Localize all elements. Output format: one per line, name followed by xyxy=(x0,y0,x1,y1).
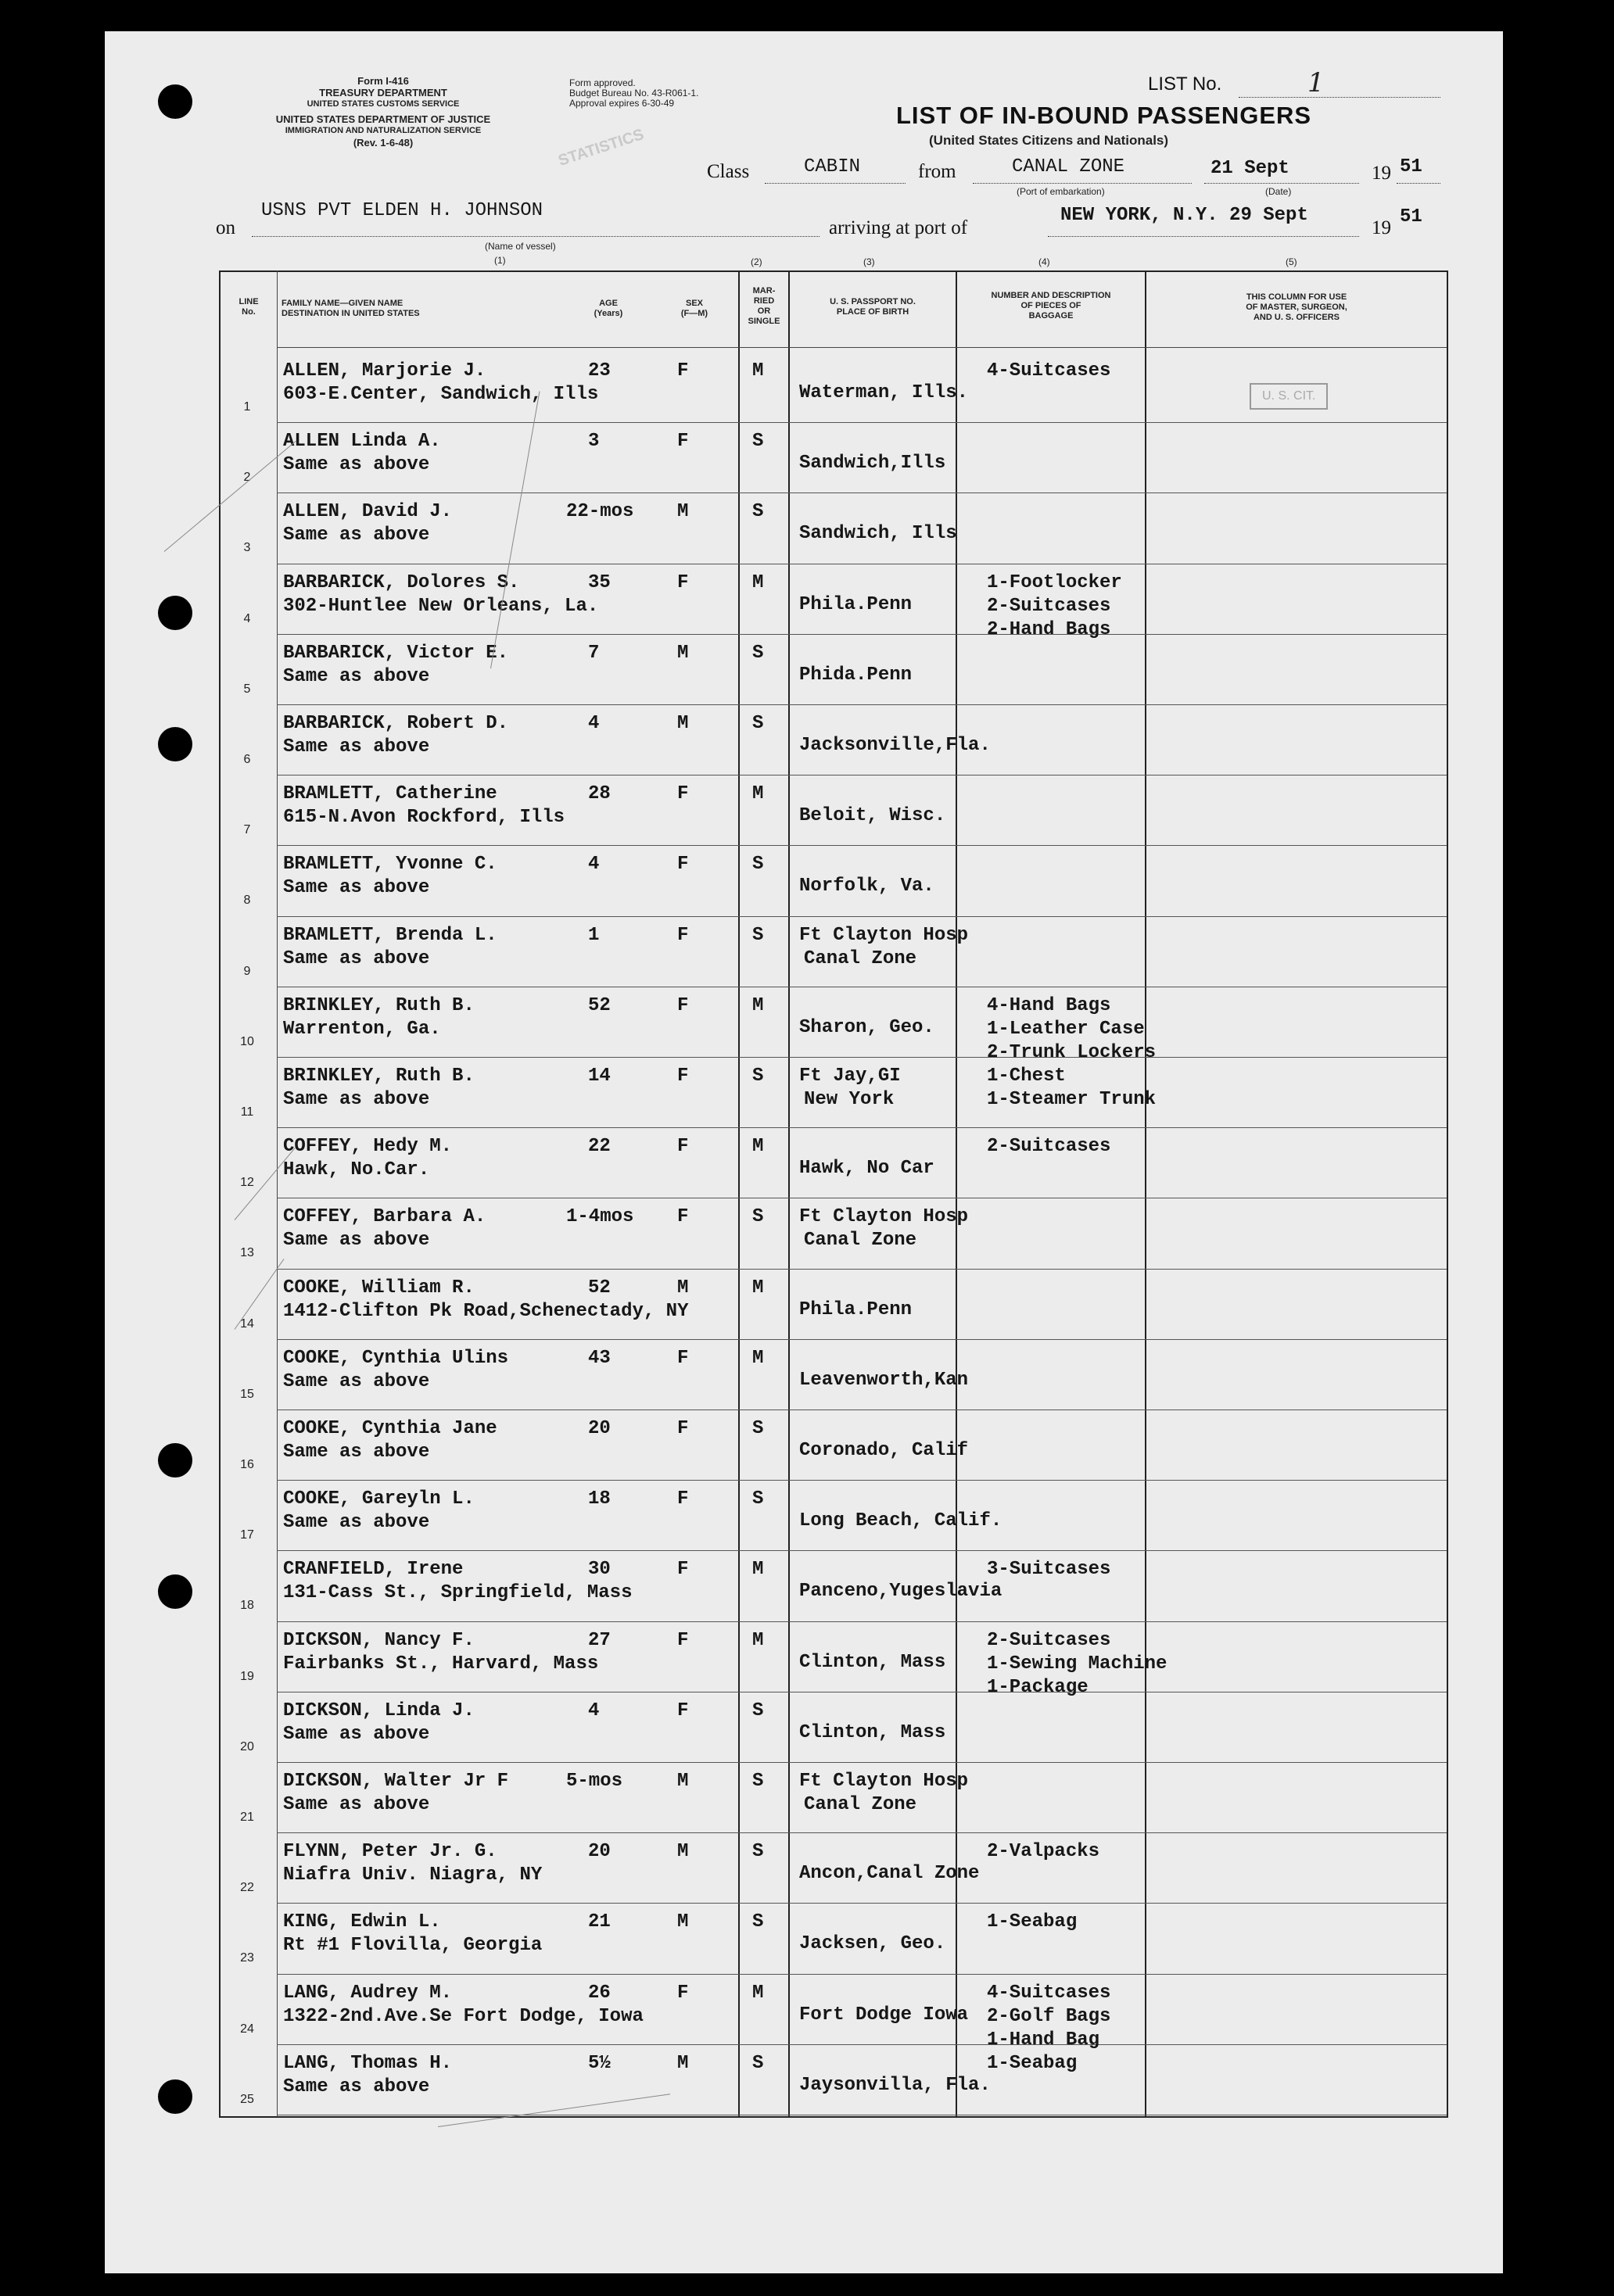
row-divider xyxy=(277,916,1447,917)
table-right-border xyxy=(1447,270,1448,2117)
header-sex: SEX (F—M) xyxy=(680,299,708,318)
destination: Rt #1 Flovilla, Georgia xyxy=(283,1935,543,1957)
age: 22-mos xyxy=(566,501,634,523)
col-divider-single xyxy=(738,270,740,2117)
baggage-item: 1-Steamer Trunk xyxy=(987,1089,1157,1110)
destination: Same as above xyxy=(283,877,430,899)
baggage-item: 2-Valpacks xyxy=(987,1841,1100,1863)
form-revision: (Rev. 1-6-48) xyxy=(353,137,414,149)
sex: M xyxy=(677,1841,689,1863)
row-divider xyxy=(277,704,1447,705)
sex: M xyxy=(677,1911,689,1933)
passenger-name: BARBARICK, Victor E. xyxy=(283,642,509,664)
marital-status: S xyxy=(752,1418,764,1439)
sex: F xyxy=(677,1629,689,1651)
row-divider xyxy=(277,1339,1447,1340)
place-of-birth: Panceno,Yugeslavia xyxy=(799,1581,1002,1603)
sex: F xyxy=(677,783,689,805)
place-of-birth: Ancon,Canal Zone xyxy=(799,1863,980,1885)
destination: Same as above xyxy=(283,1370,430,1392)
place-of-birth: Ft Clayton Hosp xyxy=(799,924,969,946)
approval-line-1: Form approved. xyxy=(569,77,636,88)
age: 14 xyxy=(588,1066,611,1087)
class-underline xyxy=(765,183,906,184)
sex: F xyxy=(677,1559,689,1581)
header-bottom-rule xyxy=(277,347,1447,348)
place-of-birth: Jaysonvilla, Fla. xyxy=(799,2074,991,2096)
year-underline xyxy=(1397,183,1440,184)
form-number: Form I-416 xyxy=(357,75,409,87)
place-of-birth: Long Beach, Calif. xyxy=(799,1510,1002,1532)
place-of-birth: Ft Clayton Hosp xyxy=(799,1206,969,1228)
age: 20 xyxy=(588,1418,611,1439)
passenger-name: BRINKLEY, Ruth B. xyxy=(283,1066,475,1087)
passenger-name: COOKE, Cynthia Jane xyxy=(283,1418,497,1439)
place-of-birth-line2: Canal Zone xyxy=(804,1230,917,1252)
row-divider xyxy=(277,1409,1447,1410)
customs-service: UNITED STATES CUSTOMS SERVICE xyxy=(307,99,460,109)
line-number: 12 xyxy=(240,1176,254,1190)
list-no-underline xyxy=(1239,97,1440,98)
age: 5½ xyxy=(588,2052,611,2074)
destination: Fairbanks St., Harvard, Mass xyxy=(283,1653,599,1675)
col-divider-line xyxy=(277,270,278,2117)
passenger-name: COOKE, William R. xyxy=(283,1277,475,1298)
age: 1 xyxy=(588,924,600,946)
marital-status: S xyxy=(752,1841,764,1863)
punch-hole xyxy=(158,596,192,630)
passenger-name: COOKE, Cynthia Ulins xyxy=(283,1347,509,1369)
age: 43 xyxy=(588,1347,611,1369)
row-divider xyxy=(277,1621,1447,1622)
destination: 131-Cass St., Springfield, Mass xyxy=(283,1582,633,1604)
row-divider xyxy=(277,422,1447,423)
line-number: 8 xyxy=(243,894,251,908)
line-number: 11 xyxy=(240,1105,254,1119)
line-number: 19 xyxy=(240,1669,254,1683)
punch-hole xyxy=(158,2079,192,2114)
table-left-border xyxy=(219,270,221,2117)
class-value: CABIN xyxy=(804,156,861,177)
place-of-birth: Sandwich, Ills xyxy=(799,523,957,545)
punch-hole xyxy=(158,1574,192,1609)
line-number: 10 xyxy=(240,1034,254,1048)
sex: F xyxy=(677,924,689,946)
passenger-name: LANG, Audrey M. xyxy=(283,1982,453,2004)
baggage-item: 2-Hand Bags xyxy=(987,618,1111,640)
line-number: 9 xyxy=(243,964,251,978)
baggage-item: 1-Leather Case xyxy=(987,1018,1145,1040)
place-of-birth: Phida.Penn xyxy=(799,664,913,686)
age: 30 xyxy=(588,1559,611,1581)
header-baggage: NUMBER AND DESCRIPTION OF PIECES OF BAGGAGE xyxy=(991,291,1111,321)
line-number: 14 xyxy=(240,1316,254,1331)
header-name: FAMILY NAME—GIVEN NAME DESTINATION IN UNITED STATES xyxy=(282,299,420,318)
row-divider xyxy=(277,1903,1447,1904)
passenger-name: COOKE, Gareyln L. xyxy=(283,1488,475,1510)
approval-line-3: Approval expires 6-30-49 xyxy=(569,98,675,109)
row-divider xyxy=(277,1127,1447,1128)
sex: F xyxy=(677,994,689,1016)
arrival-year-prefix: 19 xyxy=(1372,217,1391,238)
row-divider xyxy=(277,845,1447,846)
list-no-label: LIST No. xyxy=(1148,73,1222,95)
col-divider-passport xyxy=(788,270,790,2117)
marital-status: S xyxy=(752,854,764,876)
destination: 615-N.Avon Rockford, Ills xyxy=(283,807,565,829)
destination: Niafra Univ. Niagra, NY xyxy=(283,1864,543,1886)
header-officers: THIS COLUMN FOR USE OF MASTER, SURGEON, AND U. S. OFFICERS xyxy=(1246,292,1347,322)
place-of-birth: Phila.Penn xyxy=(799,593,913,615)
sex: M xyxy=(677,1771,689,1792)
marital-status: M xyxy=(752,783,764,805)
destination: Same as above xyxy=(283,1794,430,1815)
sex: M xyxy=(677,501,689,523)
baggage-item: 1-Hand Bag xyxy=(987,2029,1100,2051)
row-divider xyxy=(277,1974,1447,1975)
age: 20 xyxy=(588,1841,611,1863)
arrival-underline xyxy=(1048,236,1359,237)
line-number: 13 xyxy=(240,1246,254,1260)
page-title: LIST OF IN-BOUND PASSENGERS xyxy=(896,102,1312,129)
line-number: 4 xyxy=(243,611,251,625)
age: 35 xyxy=(588,571,611,593)
form-agency-block xyxy=(211,75,555,149)
year-suffix: 51 xyxy=(1400,156,1422,177)
place-of-birth: Coronado, Calif xyxy=(799,1440,969,1461)
passenger-name: BARBARICK, Robert D. xyxy=(283,713,509,734)
destination: Same as above xyxy=(283,736,430,758)
place-of-birth: Sandwich,Ills xyxy=(799,453,946,475)
on-label: on xyxy=(216,217,235,238)
passenger-name: DICKSON, Walter Jr F xyxy=(283,1771,509,1792)
line-number: 7 xyxy=(243,823,251,837)
passenger-name: CRANFIELD, Irene xyxy=(283,1559,464,1581)
line-number: 16 xyxy=(240,1458,254,1471)
place-of-birth: Beloit, Wisc. xyxy=(799,805,946,827)
sex: F xyxy=(677,1488,689,1510)
punch-hole xyxy=(158,727,192,761)
baggage-item: 4-Hand Bags xyxy=(987,994,1111,1016)
passenger-name: FLYNN, Peter Jr. G. xyxy=(283,1841,497,1863)
line-number: 24 xyxy=(240,2022,254,2036)
marital-status: S xyxy=(752,501,764,523)
age: 4 xyxy=(588,854,600,876)
destination: Same as above xyxy=(283,1512,430,1534)
sex: F xyxy=(677,431,689,453)
col-divider-baggage xyxy=(956,270,957,2117)
row-divider xyxy=(277,1832,1447,1833)
marital-status: M xyxy=(752,1559,764,1581)
place-of-birth: Leavenworth,Kan xyxy=(799,1369,969,1391)
baggage-item: 1-Package xyxy=(987,1676,1089,1698)
faint-stamp: STATISTICS xyxy=(556,125,647,170)
age: 3 xyxy=(588,431,600,453)
destination: Same as above xyxy=(283,525,430,546)
marital-status: S xyxy=(752,1206,764,1228)
place-of-birth: Waterman, Ills. xyxy=(799,382,969,403)
row-divider xyxy=(277,1550,1447,1551)
age: 1-4mos xyxy=(566,1206,634,1228)
marital-status: M xyxy=(752,1136,764,1158)
header-married: MAR- RIED OR SINGLE xyxy=(748,286,780,326)
destination: Same as above xyxy=(283,2076,430,2097)
sex: F xyxy=(677,1347,689,1369)
marital-status: M xyxy=(752,360,764,381)
header-line-no: LINE No. xyxy=(239,297,259,317)
destination: Same as above xyxy=(283,454,430,476)
age: 52 xyxy=(588,994,611,1016)
column-number-4: (4) xyxy=(1038,256,1050,267)
baggage-item: 1-Footlocker xyxy=(987,571,1122,593)
date-underline xyxy=(1204,183,1359,184)
passenger-name: BRAMLETT, Brenda L. xyxy=(283,924,497,946)
baggage-item: 4-Suitcases xyxy=(987,360,1111,381)
from-underline xyxy=(973,183,1192,184)
sex: F xyxy=(677,1136,689,1158)
vessel-underline xyxy=(252,236,820,237)
line-number: 18 xyxy=(240,1599,254,1613)
arrival-port: NEW YORK, N.Y. 29 Sept xyxy=(1060,205,1308,226)
place-of-birth: Sharon, Geo. xyxy=(799,1016,934,1038)
line-number: 23 xyxy=(240,1951,254,1965)
column-number-2: (2) xyxy=(751,256,762,267)
year-prefix: 19 xyxy=(1372,163,1391,184)
approval-line-2: Budget Bureau No. 43-R061-1. xyxy=(569,88,699,99)
place-of-birth: Jacksonville,Fla. xyxy=(799,735,991,756)
place-of-birth: Clinton, Mass xyxy=(799,1721,946,1743)
row-divider xyxy=(277,634,1447,635)
ins-service: IMMIGRATION AND NATURALIZATION SERVICE xyxy=(285,126,482,135)
place-of-birth: Jacksen, Geo. xyxy=(799,1933,946,1955)
sex: M xyxy=(677,1277,689,1298)
marital-status: S xyxy=(752,713,764,734)
line-number: 15 xyxy=(240,1387,254,1401)
place-of-birth-line2: New York xyxy=(804,1089,895,1110)
place-of-birth: Ft Jay,GI xyxy=(799,1066,901,1087)
age: 26 xyxy=(588,1982,611,2004)
sex: F xyxy=(677,1418,689,1439)
passenger-name: DICKSON, Nancy F. xyxy=(283,1629,475,1651)
destination: Same as above xyxy=(283,1723,430,1745)
age: 4 xyxy=(588,1700,600,1721)
marital-status: S xyxy=(752,1488,764,1510)
sex: F xyxy=(677,1066,689,1087)
baggage-item: 4-Suitcases xyxy=(987,1982,1111,2004)
col-divider-officers xyxy=(1145,270,1146,2117)
line-number: 6 xyxy=(243,753,251,766)
punch-hole xyxy=(158,84,192,119)
marital-status: M xyxy=(752,1629,764,1651)
destination: Same as above xyxy=(283,1230,430,1252)
place-of-birth: Hawk, No Car xyxy=(799,1158,934,1180)
column-number-3: (3) xyxy=(863,256,875,267)
passenger-name: ALLEN, David J. xyxy=(283,501,453,523)
page-subtitle: (United States Citizens and Nationals) xyxy=(929,133,1169,148)
age: 21 xyxy=(588,1911,611,1933)
vessel-name: USNS PVT ELDEN H. JOHNSON xyxy=(261,200,543,221)
row-divider xyxy=(277,1480,1447,1481)
date-value: 21 Sept xyxy=(1210,158,1289,179)
destination: 1322-2nd.Ave.Se Fort Dodge, Iowa xyxy=(283,2005,644,2027)
baggage-item: 2-Golf Bags xyxy=(987,2005,1111,2027)
line-number: 21 xyxy=(240,1811,254,1824)
date-caption: (Date) xyxy=(1265,186,1292,197)
table-top-border xyxy=(219,270,1448,272)
line-number: 2 xyxy=(243,471,251,485)
destination: 603-E.Center, Sandwich, Ills xyxy=(283,384,599,405)
place-of-birth: Ft Clayton Hosp xyxy=(799,1771,969,1792)
age: 52 xyxy=(588,1277,611,1298)
marital-status: M xyxy=(752,1347,764,1369)
passenger-name: DICKSON, Linda J. xyxy=(283,1700,475,1721)
marital-status: S xyxy=(752,642,764,664)
punch-hole xyxy=(158,1443,192,1478)
sex: F xyxy=(677,1700,689,1721)
sex: F xyxy=(677,1982,689,2004)
age: 5-mos xyxy=(566,1771,623,1792)
destination: Warrenton, Ga. xyxy=(283,1018,441,1040)
destination: 1412-Clifton Pk Road,Schenectady, NY xyxy=(283,1300,689,1322)
baggage-item: 2-Trunk Lockers xyxy=(987,1041,1157,1063)
baggage-item: 1-Seabag xyxy=(987,1911,1078,1933)
passenger-name: BARBARICK, Dolores S. xyxy=(283,571,520,593)
us-cit-stamp: U. S. CIT. xyxy=(1250,383,1328,410)
baggage-item: 2-Suitcases xyxy=(987,1136,1111,1158)
passenger-name: COFFEY, Barbara A. xyxy=(283,1206,486,1228)
age: 22 xyxy=(588,1136,611,1158)
sex: M xyxy=(677,2052,689,2074)
sex: F xyxy=(677,571,689,593)
place-of-birth-line2: Canal Zone xyxy=(804,947,917,969)
arriving-label: arriving at port of xyxy=(829,217,968,238)
port-embarkation-caption: (Port of embarkation) xyxy=(1017,186,1105,197)
sex: F xyxy=(677,854,689,876)
line-number: 5 xyxy=(243,682,251,696)
line-number: 20 xyxy=(240,1739,254,1753)
sex: M xyxy=(677,713,689,734)
marital-status: M xyxy=(752,571,764,593)
table-bottom-border xyxy=(219,2116,1448,2118)
class-label: Class xyxy=(707,161,750,182)
line-number: 1 xyxy=(243,400,251,414)
passenger-name: BRAMLETT, Yvonne C. xyxy=(283,854,497,876)
place-of-birth: Phila.Penn xyxy=(799,1298,913,1320)
age: 28 xyxy=(588,783,611,805)
list-no-value: 1 xyxy=(1307,67,1325,99)
row-divider xyxy=(277,2044,1447,2045)
from-value: CANAL ZONE xyxy=(1012,156,1125,177)
marital-status: S xyxy=(752,1911,764,1933)
passenger-name: BRAMLETT, Catherine xyxy=(283,783,497,805)
age: 27 xyxy=(588,1629,611,1651)
passenger-name: ALLEN, Marjorie J. xyxy=(283,360,486,381)
vessel-caption-num: (1) xyxy=(494,255,506,266)
approval-block xyxy=(569,78,698,109)
passenger-name: KING, Edwin L. xyxy=(283,1911,441,1933)
baggage-item: 1-Chest xyxy=(987,1066,1066,1087)
line-number: 22 xyxy=(240,1881,254,1895)
header-passport: U. S. PASSPORT NO. PLACE OF BIRTH xyxy=(830,297,916,317)
marital-status: S xyxy=(752,1066,764,1087)
age: 7 xyxy=(588,642,600,664)
column-number-5: (5) xyxy=(1286,256,1297,267)
passenger-name: LANG, Thomas H. xyxy=(283,2052,453,2074)
sex: F xyxy=(677,360,689,381)
marital-status: M xyxy=(752,994,764,1016)
place-of-birth: Norfolk, Va. xyxy=(799,876,934,897)
place-of-birth-line2: Canal Zone xyxy=(804,1794,917,1815)
baggage-item: 2-Suitcases xyxy=(987,1629,1111,1651)
passenger-name: BRINKLEY, Ruth B. xyxy=(283,994,475,1016)
destination: 302-Huntlee New Orleans, La. xyxy=(283,595,599,617)
destination: Hawk, No.Car. xyxy=(283,1159,430,1181)
passenger-name: ALLEN Linda A. xyxy=(283,431,441,453)
marital-status: M xyxy=(752,1982,764,2004)
arrival-year-suffix: 51 xyxy=(1400,206,1422,227)
from-label: from xyxy=(918,161,956,182)
sex: M xyxy=(677,642,689,664)
place-of-birth: Fort Dodge Iowa xyxy=(799,2004,969,2026)
place-of-birth: Clinton, Mass xyxy=(799,1651,946,1673)
marital-status: M xyxy=(752,1277,764,1298)
marital-status: S xyxy=(752,431,764,453)
row-divider xyxy=(277,1762,1447,1763)
marital-status: S xyxy=(752,1771,764,1792)
marital-status: S xyxy=(752,1700,764,1721)
age: 23 xyxy=(588,360,611,381)
marital-status: S xyxy=(752,924,764,946)
line-number: 25 xyxy=(240,2092,254,2106)
line-number: 17 xyxy=(240,1528,254,1542)
treasury-dept: TREASURY DEPARTMENT xyxy=(319,87,447,99)
line-number: 3 xyxy=(243,541,251,555)
header-age: AGE (Years) xyxy=(594,299,623,318)
sex: F xyxy=(677,1206,689,1228)
passenger-name: COFFEY, Hedy M. xyxy=(283,1136,453,1158)
row-divider xyxy=(277,1057,1447,1058)
destination: Same as above xyxy=(283,665,430,687)
destination: Same as above xyxy=(283,1089,430,1110)
vessel-caption: (Name of vessel) xyxy=(485,241,556,252)
age: 18 xyxy=(588,1488,611,1510)
baggage-item: 1-Seabag xyxy=(987,2052,1078,2074)
baggage-item: 1-Sewing Machine xyxy=(987,1653,1167,1675)
baggage-item: 3-Suitcases xyxy=(987,1559,1111,1581)
row-divider xyxy=(277,1269,1447,1270)
destination: Same as above xyxy=(283,1442,430,1463)
justice-dept: UNITED STATES DEPARTMENT OF JUSTICE xyxy=(275,113,491,125)
age: 4 xyxy=(588,713,600,734)
baggage-item: 2-Suitcases xyxy=(987,595,1111,617)
marital-status: S xyxy=(752,2052,764,2074)
destination: Same as above xyxy=(283,947,430,969)
